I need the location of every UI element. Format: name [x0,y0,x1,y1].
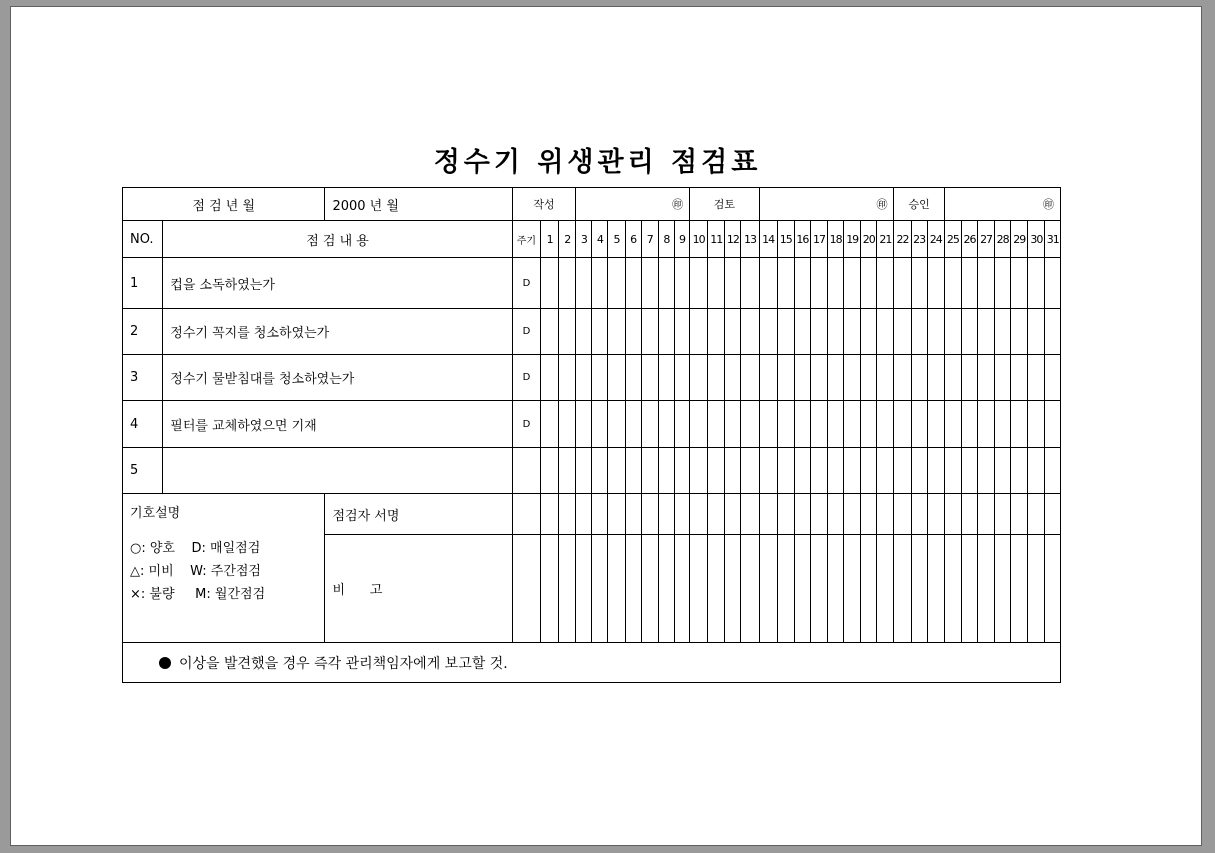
check-cell[interactable] [608,355,625,401]
check-cell[interactable] [759,309,777,355]
day-header: 2 [559,221,576,258]
check-cell[interactable] [894,448,911,494]
review-label: 검토 [690,188,759,221]
legend-line: ○: 양호 D: 매일점검 [130,541,261,556]
remarks-cell[interactable] [927,535,944,643]
remarks-cell[interactable] [625,535,641,643]
check-cell[interactable] [995,258,1011,309]
check-cell[interactable] [541,448,559,494]
day-header: 15 [777,221,794,258]
approve-label: 승인 [894,188,944,221]
check-cell[interactable] [690,401,708,448]
check-cell[interactable] [844,401,861,448]
check-cell[interactable] [759,401,777,448]
check-cell[interactable] [777,448,794,494]
check-cell[interactable] [978,258,995,309]
signature-cell[interactable] [592,494,608,535]
check-cell[interactable] [894,401,911,448]
item-no: 3 [123,355,163,401]
check-cell[interactable] [559,448,576,494]
signature-cell[interactable] [708,494,725,535]
check-cell[interactable] [1011,309,1028,355]
header-row [123,188,1061,221]
day-header: 31 [1045,221,1061,258]
check-cell[interactable] [844,309,861,355]
signature-cell[interactable] [608,494,625,535]
check-cell[interactable] [674,448,689,494]
check-cell[interactable] [894,258,911,309]
remarks-cell[interactable] [576,535,592,643]
check-cell[interactable] [961,401,977,448]
check-cell[interactable] [777,309,794,355]
check-cell[interactable] [861,309,877,355]
remarks-cell[interactable] [894,535,911,643]
remarks-cell[interactable] [641,535,658,643]
check-cell[interactable] [911,448,927,494]
check-cell[interactable] [877,355,894,401]
check-cell[interactable] [1045,258,1061,309]
check-cell[interactable] [810,401,827,448]
check-cell[interactable] [927,448,944,494]
signature-cell[interactable] [995,494,1011,535]
remarks-cell[interactable] [559,535,576,643]
check-cell[interactable] [1011,448,1028,494]
check-cell[interactable] [741,448,759,494]
page-title: 정수기 위생관리 점검표 [433,147,762,178]
check-cell[interactable] [541,401,559,448]
check-cell[interactable] [944,309,961,355]
check-cell[interactable] [741,258,759,309]
check-cell[interactable] [690,309,708,355]
item-row [123,309,1061,355]
signature-cell[interactable] [877,494,894,535]
check-cell[interactable] [794,401,810,448]
check-cell[interactable] [844,258,861,309]
item-no: 4 [123,401,163,448]
check-cell[interactable] [725,309,741,355]
check-cell[interactable] [961,355,977,401]
signature-cell[interactable] [911,494,927,535]
check-cell[interactable] [777,355,794,401]
day-header: 28 [995,221,1011,258]
day-header: 8 [658,221,674,258]
check-cell[interactable] [541,355,559,401]
check-cell[interactable] [608,401,625,448]
check-cell[interactable] [828,448,844,494]
signature-cycle-cell[interactable] [512,494,540,535]
signature-cell[interactable] [828,494,844,535]
item-text: 정수기 물받침대를 청소하였는가 [163,355,513,401]
check-cell[interactable] [1028,448,1045,494]
check-cell[interactable] [690,448,708,494]
day-header: 25 [944,221,961,258]
check-cell[interactable] [592,448,608,494]
check-cell[interactable] [828,258,844,309]
remarks-cell[interactable] [995,535,1011,643]
check-cell[interactable] [911,401,927,448]
remarks-cell[interactable] [741,535,759,643]
check-cell[interactable] [576,355,592,401]
remarks-cell[interactable] [708,535,725,643]
signature-cell[interactable] [894,494,911,535]
check-cell[interactable] [828,355,844,401]
check-cell[interactable] [944,355,961,401]
written-label: 작성 [512,188,575,221]
day-header: 14 [759,221,777,258]
check-cell[interactable] [708,401,725,448]
signature-cell[interactable] [690,494,708,535]
check-cell[interactable] [1011,401,1028,448]
remarks-label: 비 고 [325,535,512,643]
check-cell[interactable] [541,309,559,355]
notice-text: 이상을 발견했을 경우 즉각 관리책임자에게 보고할 것. [179,655,508,672]
check-cell[interactable] [861,258,877,309]
check-cell[interactable] [844,355,861,401]
remarks-cell[interactable] [978,535,995,643]
remarks-cell[interactable] [674,535,689,643]
remarks-cell[interactable] [608,535,625,643]
check-cell[interactable] [1045,448,1061,494]
bullet-icon [159,657,171,669]
day-header: 23 [911,221,927,258]
check-cell[interactable] [641,309,658,355]
check-cell[interactable] [877,258,894,309]
check-cell[interactable] [828,309,844,355]
check-cell[interactable] [674,401,689,448]
remarks-cell[interactable] [1028,535,1045,643]
check-cell[interactable] [894,355,911,401]
signature-cell[interactable] [541,494,559,535]
check-cell[interactable] [911,309,927,355]
signature-row [123,494,1061,535]
content-header: 점 검 내 용 [163,221,513,258]
signature-cell[interactable] [844,494,861,535]
check-cell[interactable] [844,448,861,494]
check-cell[interactable] [641,448,658,494]
check-cell[interactable] [927,309,944,355]
item-text [163,448,513,494]
check-cell[interactable] [592,355,608,401]
check-cell[interactable] [725,355,741,401]
check-cell[interactable] [810,448,827,494]
check-cell[interactable] [961,448,977,494]
check-cell[interactable] [794,355,810,401]
check-cell[interactable] [794,309,810,355]
remarks-cell[interactable] [911,535,927,643]
signature-cell[interactable] [810,494,827,535]
check-cell[interactable] [641,258,658,309]
day-header: 3 [576,221,592,258]
check-cell[interactable] [1011,258,1028,309]
item-row [123,401,1061,448]
check-cell[interactable] [625,258,641,309]
check-cell[interactable] [658,355,674,401]
check-cell[interactable] [741,355,759,401]
check-cell[interactable] [725,258,741,309]
check-cell[interactable] [995,401,1011,448]
check-cell[interactable] [877,448,894,494]
written-seal[interactable]: ㊞ [576,188,690,221]
check-cell[interactable] [978,448,995,494]
item-row [123,355,1061,401]
check-cell[interactable] [641,401,658,448]
check-cell[interactable] [777,401,794,448]
check-cell[interactable] [725,401,741,448]
day-header: 6 [625,221,641,258]
check-cell[interactable] [995,448,1011,494]
remarks-cell[interactable] [777,535,794,643]
check-cell[interactable] [576,401,592,448]
day-header: 18 [828,221,844,258]
check-cell[interactable] [978,355,995,401]
item-cycle [512,448,540,494]
day-header: 20 [861,221,877,258]
remarks-cell[interactable] [690,535,708,643]
check-cell[interactable] [559,401,576,448]
remarks-cell[interactable] [1045,535,1061,643]
remarks-cell[interactable] [828,535,844,643]
period-label: 점 검 년 월 [123,188,325,221]
remarks-cell[interactable] [961,535,977,643]
day-header: 17 [810,221,827,258]
check-cell[interactable] [608,258,625,309]
period-value: 2000 년 월 [325,188,512,221]
check-cell[interactable] [625,355,641,401]
check-cell[interactable] [894,309,911,355]
check-cell[interactable] [708,355,725,401]
signature-cell[interactable] [559,494,576,535]
signature-cell[interactable] [741,494,759,535]
signature-cell[interactable] [927,494,944,535]
check-cell[interactable] [608,309,625,355]
check-cell[interactable] [1045,401,1061,448]
day-header: 4 [592,221,608,258]
day-header: 9 [674,221,689,258]
remarks-cell[interactable] [541,535,559,643]
check-cell[interactable] [708,448,725,494]
check-cell[interactable] [944,401,961,448]
check-cell[interactable] [708,258,725,309]
day-header: 26 [961,221,977,258]
day-header: 27 [978,221,995,258]
day-header: 7 [641,221,658,258]
check-cell[interactable] [541,258,559,309]
check-cell[interactable] [625,401,641,448]
notice-row [123,643,1061,683]
check-cell[interactable] [741,309,759,355]
check-cell[interactable] [658,309,674,355]
remarks-cell[interactable] [844,535,861,643]
signature-cell[interactable] [1011,494,1028,535]
remarks-cell[interactable] [877,535,894,643]
check-cell[interactable] [608,448,625,494]
signature-cell[interactable] [641,494,658,535]
no-header: NO. [123,221,163,258]
check-cell[interactable] [1045,309,1061,355]
check-cell[interactable] [961,309,977,355]
signature-cell[interactable] [1045,494,1061,535]
inspection-table [122,187,1061,683]
check-cell[interactable] [708,309,725,355]
item-no: 5 [123,448,163,494]
notice [123,643,1061,683]
check-cell[interactable] [911,258,927,309]
check-cell[interactable] [861,355,877,401]
legend-title: 기호설명 [130,506,181,521]
signature-cell[interactable] [794,494,810,535]
check-cell[interactable] [794,448,810,494]
check-cell[interactable] [576,258,592,309]
review-seal[interactable]: ㊞ [759,188,894,221]
remarks-cell[interactable] [794,535,810,643]
signature-cell[interactable] [978,494,995,535]
check-cell[interactable] [592,258,608,309]
day-header: 22 [894,221,911,258]
column-header-row [123,221,1061,258]
legend [123,494,325,643]
check-cell[interactable] [828,401,844,448]
check-cell[interactable] [810,258,827,309]
check-cell[interactable] [658,448,674,494]
check-cell[interactable] [559,309,576,355]
day-header: 16 [794,221,810,258]
item-text: 필터를 교체하였으면 기재 [163,401,513,448]
check-cell[interactable] [674,309,689,355]
check-cell[interactable] [690,355,708,401]
remarks-cell[interactable] [861,535,877,643]
check-cell[interactable] [978,401,995,448]
check-cell[interactable] [559,355,576,401]
check-cell[interactable] [927,355,944,401]
check-cell[interactable] [794,258,810,309]
check-cell[interactable] [759,355,777,401]
signature-cell[interactable] [944,494,961,535]
check-cell[interactable] [576,309,592,355]
check-cell[interactable] [861,401,877,448]
day-header: 24 [927,221,944,258]
item-text: 컵을 소독하였는가 [163,258,513,309]
check-cell[interactable] [625,448,641,494]
check-cell[interactable] [1028,355,1045,401]
check-cell[interactable] [861,448,877,494]
check-cell[interactable] [877,309,894,355]
day-header: 12 [725,221,741,258]
check-cell[interactable] [995,309,1011,355]
check-cell[interactable] [674,355,689,401]
check-cell[interactable] [961,258,977,309]
check-cell[interactable] [658,401,674,448]
item-cycle: D [512,355,540,401]
item-row [123,258,1061,309]
day-header: 19 [844,221,861,258]
item-no: 1 [123,258,163,309]
check-cell[interactable] [1028,309,1045,355]
day-header: 11 [708,221,725,258]
check-cell[interactable] [725,448,741,494]
check-cell[interactable] [927,401,944,448]
check-cell[interactable] [1045,355,1061,401]
check-cell[interactable] [810,355,827,401]
legend-line: △: 미비 W: 주간점검 [130,564,261,579]
signature-cell[interactable] [658,494,674,535]
check-cell[interactable] [1011,355,1028,401]
check-cell[interactable] [944,448,961,494]
check-cell[interactable] [978,309,995,355]
signature-cell[interactable] [674,494,689,535]
day-header: 30 [1028,221,1045,258]
check-cell[interactable] [1028,401,1045,448]
remarks-cell[interactable] [592,535,608,643]
signature-cell[interactable] [861,494,877,535]
approve-seal[interactable]: ㊞ [944,188,1060,221]
remarks-cell[interactable] [1011,535,1028,643]
check-cell[interactable] [576,448,592,494]
remarks-cycle-cell[interactable] [512,535,540,643]
check-cell[interactable] [810,309,827,355]
check-cell[interactable] [877,401,894,448]
check-cell[interactable] [641,355,658,401]
check-cell[interactable] [674,258,689,309]
item-no: 2 [123,309,163,355]
day-header: 13 [741,221,759,258]
check-cell[interactable] [777,258,794,309]
item-cycle: D [512,258,540,309]
signature-cell[interactable] [576,494,592,535]
remarks-cell[interactable] [725,535,741,643]
day-header: 5 [608,221,625,258]
signature-label: 점검자 서명 [325,494,512,535]
item-text: 정수기 꼭지를 청소하였는가 [163,309,513,355]
check-cell[interactable] [911,355,927,401]
day-header: 10 [690,221,708,258]
signature-cell[interactable] [777,494,794,535]
check-cell[interactable] [995,355,1011,401]
check-cell[interactable] [559,258,576,309]
remarks-cell[interactable] [759,535,777,643]
check-cell[interactable] [592,401,608,448]
cycle-header: 주기 [512,221,540,258]
check-cell[interactable] [658,258,674,309]
day-header: 29 [1011,221,1028,258]
check-cell[interactable] [741,401,759,448]
check-cell[interactable] [759,258,777,309]
day-header: 1 [541,221,559,258]
remarks-cell[interactable] [658,535,674,643]
check-cell[interactable] [690,258,708,309]
signature-cell[interactable] [759,494,777,535]
item-row [123,448,1061,494]
item-cycle: D [512,309,540,355]
check-cell[interactable] [759,448,777,494]
check-cell[interactable] [592,309,608,355]
remarks-cell[interactable] [944,535,961,643]
signature-cell[interactable] [1028,494,1045,535]
signature-cell[interactable] [725,494,741,535]
legend-line: ×: 불량 M: 월간점검 [130,587,266,602]
item-cycle: D [512,401,540,448]
check-cell[interactable] [944,258,961,309]
check-cell[interactable] [1028,258,1045,309]
check-cell[interactable] [927,258,944,309]
day-header: 21 [877,221,894,258]
signature-cell[interactable] [625,494,641,535]
remarks-cell[interactable] [810,535,827,643]
signature-cell[interactable] [961,494,977,535]
check-cell[interactable] [625,309,641,355]
